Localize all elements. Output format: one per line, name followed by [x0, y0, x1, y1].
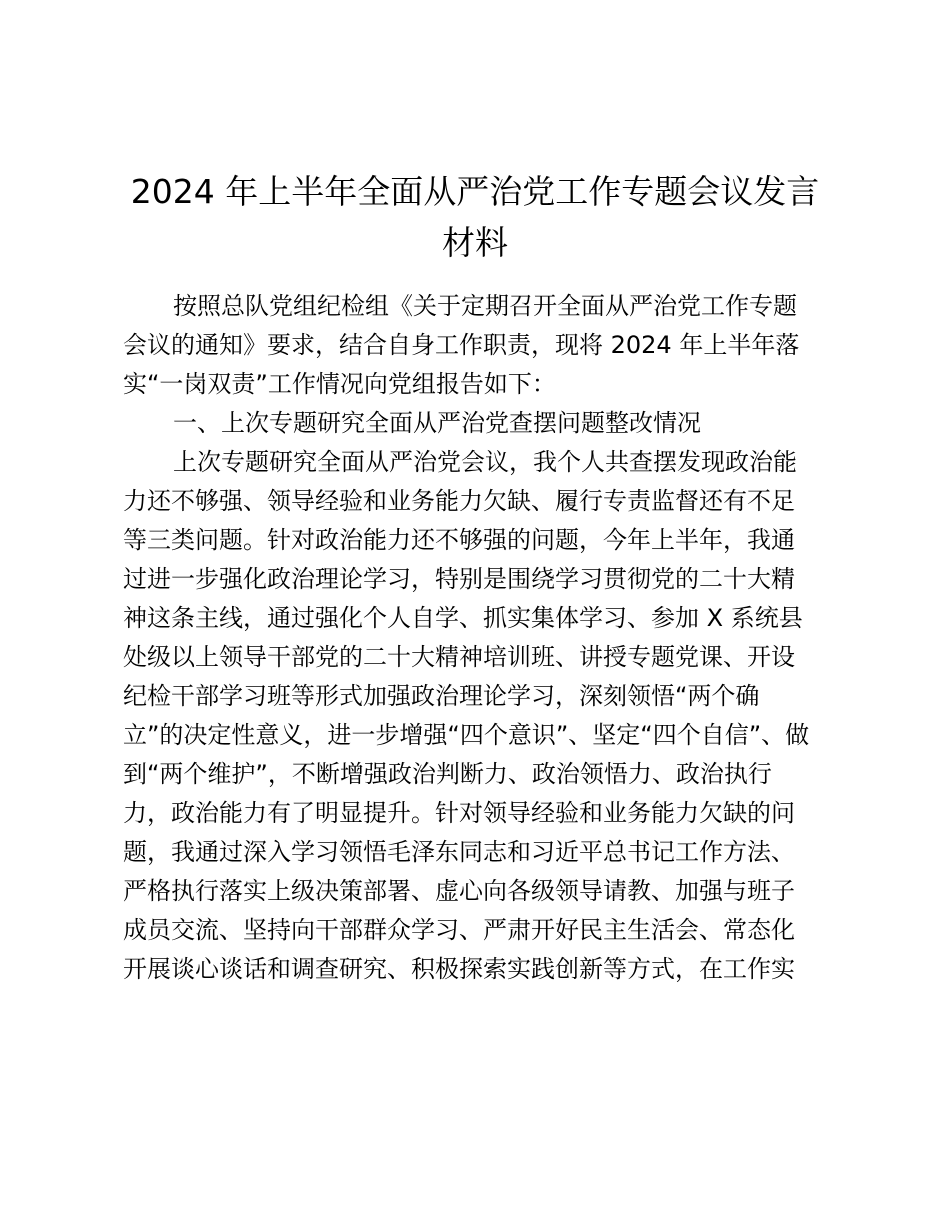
document-title-line-2: 材料 [442, 223, 508, 262]
paragraph-line: 纪检干部学习班等形式加强政治理论学习，深刻领悟“两个确 [123, 682, 760, 710]
paragraph-line: 到“两个维护”，不断增强政治判断力、政治领悟力、政治执行 [123, 760, 772, 788]
document-title-line-1: 2024 年上半年全面从严治党工作专题会议发言 [130, 172, 820, 211]
paragraph-line: 严格执行落实上级决策部署、虚心向各级领导请教、加强与班子 [123, 877, 795, 905]
paragraph-line: 实“一岗双责”工作情况向党组报告如下： [123, 370, 556, 398]
paragraph-line: 处级以上领导干部党的二十大精神培训班、讲授专题党课、开设 [123, 643, 795, 671]
section-heading: 一、上次专题研究全面从严治党查摆问题整改情况 [173, 409, 701, 437]
paragraph-line: 等三类问题。针对政治能力还不够强的问题，今年上半年，我通 [123, 526, 795, 554]
paragraph-line: 按照总队党组纪检组《关于定期召开全面从严治党工作专题 [173, 292, 797, 320]
paragraph-line: 立”的决定性意义，进一步增强“四个意识”、坚定“四个自信”、做 [123, 721, 810, 749]
paragraph-line: 开展谈心谈话和调查研究、积极探索实践创新等方式，在工作实 [123, 955, 795, 983]
paragraph-line: 成员交流、坚持向干部群众学习、严肃开好民主生活会、常态化 [123, 916, 795, 944]
paragraph-line: 上次专题研究全面从严治党会议，我个人共查摆发现政治能 [173, 448, 797, 476]
paragraph-line: 题，我通过深入学习领悟毛泽东同志和习近平总书记工作方法、 [123, 838, 795, 866]
document-body [123, 287, 843, 989]
paragraph-line: 神这条主线，通过强化个人自学、抓实集体学习、参加 X 系统县 [123, 604, 803, 632]
paragraph-line: 过进一步强化政治理论学习，特别是围绕学习贯彻党的二十大精 [123, 565, 795, 593]
paragraph-line: 力还不够强、领导经验和业务能力欠缺、履行专责监督还有不足 [123, 487, 795, 515]
paragraph-line: 会议的通知》要求，结合自身工作职责，现将 2024 年上半年落 [123, 331, 800, 359]
paragraph-line: 力，政治能力有了明显提升。针对领导经验和业务能力欠缺的问 [123, 799, 795, 827]
